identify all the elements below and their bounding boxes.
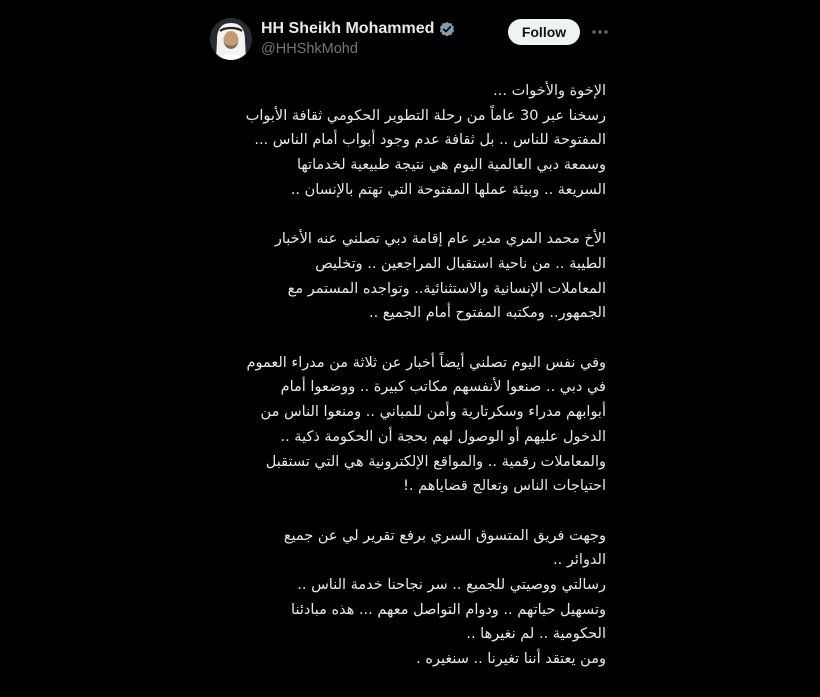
post-paragraph (206, 79, 606, 203)
post-text-line: في دبي .. صنعوا لأنفسهم مكاتب كبيرة .. ووضعوا أمام (280, 379, 606, 396)
post-text-line: المفتوحة للناس .. بل ثقافة عدم وجود أبواب أمام الناس ... (254, 132, 606, 149)
post-text-line: رسالتي ووصيتي للجميع .. سر نجاحنا خدمة الناس .. (297, 577, 606, 594)
post-text-line: وسمعة دبي العالمية اليوم هي نتيجة طبيعية لخدماتها (296, 157, 606, 174)
post-text-line: الإخوة والأخوات ... (493, 83, 606, 99)
post-text-line: وتسهيل حياتهم .. ودوام التواصل معهم ... هذه مبادئنا (291, 601, 606, 618)
post-text-line: الدوائر .. (553, 552, 606, 569)
post-text-line: السريعة .. وبيئة عملها المفتوحة التي تهتم بالإنسان .. (290, 181, 606, 198)
post-text-line: والمعاملات رقمية .. والمواقع الإلكترونية هي التي تستقبل (265, 453, 606, 470)
avatar[interactable] (210, 18, 252, 60)
post-text-line: الجمهور.. ومكتبه المفتوح أمام الجميع .. (368, 305, 606, 322)
post-paragraph (206, 227, 606, 326)
post-text-line: رسخنا عبر 30 عاماً من رحلة التطوير الحكومي ثقافة الأبواب (245, 107, 606, 124)
more-horizontal-icon[interactable] (590, 22, 610, 42)
post-text-line: وفي نفس اليوم تصلني أيضاً أخبار عن ثلاثة من مدراء العموم (246, 354, 606, 371)
post-text (206, 79, 606, 697)
post-paragraph (206, 351, 606, 499)
author-name-row (261, 18, 501, 40)
post-text-line: الطيبة .. من ناحية استقبال المراجعين .. وتخليص (315, 255, 606, 272)
post-text-line: الأخ محمد المري مدير عام إقامة دبي تصلني عنه الأخبار (274, 231, 606, 248)
verified-badge-icon[interactable] (438, 20, 456, 38)
post-card (206, 12, 620, 697)
post-text-line: الحكومية .. لم نغيرها .. (466, 626, 606, 643)
author-info (261, 18, 501, 57)
follow-button[interactable]: Follow (508, 19, 580, 45)
post-text-line: أبوابهم مدراء وسكرتارية وأمن للمباني .. ومنعوا الناس من (260, 404, 606, 421)
author-display-name[interactable]: HH Sheikh Mohammed (261, 20, 435, 37)
post-text-line: وجهت فريق المتسوق السري برفع تقرير لي عن جميع (283, 527, 606, 544)
post-text-line: الدخول عليهم أو الوصول لهم بحجة أن الحكومة ذكية .. (280, 428, 606, 445)
post-text-line: احتياجات الناس وتعالج قضاياهم .! (403, 478, 606, 495)
post-text-line: ومن يعتقد أننا تغيرنا .. سنغيره . (416, 651, 606, 668)
author-handle[interactable]: @HHShkMohd (261, 41, 358, 57)
post-paragraph (206, 524, 606, 672)
post-text-line: المعاملات الإنسانية والاستثنائية.. وتواجده المستمر مع (287, 280, 606, 297)
